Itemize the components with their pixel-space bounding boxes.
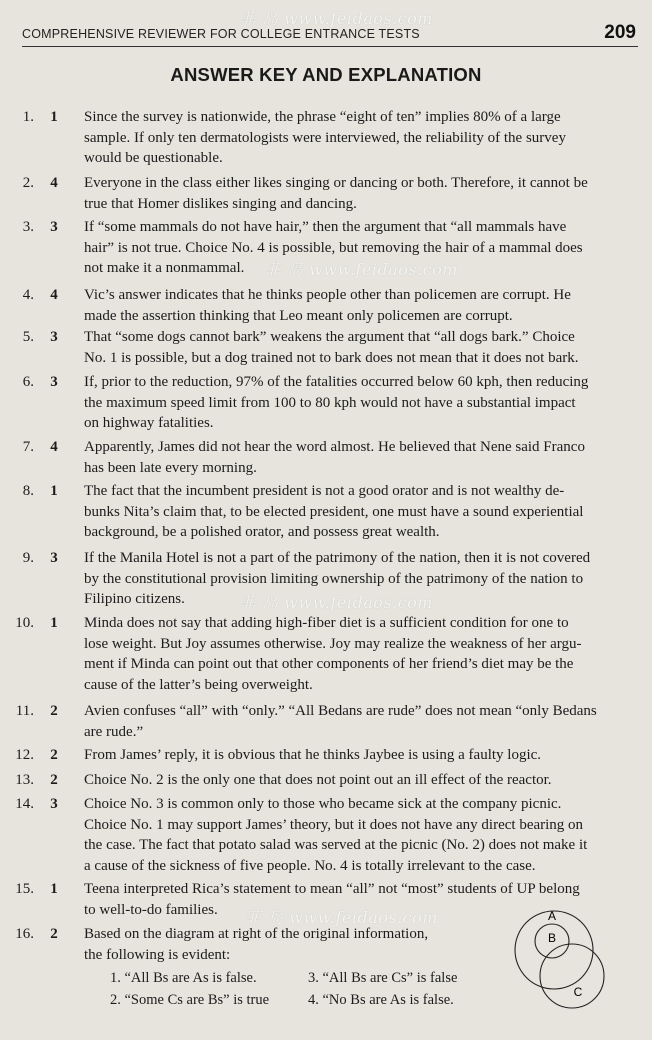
- item-number: 3.: [22, 219, 34, 235]
- page-title: ANSWER KEY AND EXPLANATION: [170, 64, 482, 85]
- item-number: 5.: [22, 329, 34, 345]
- item-explanation: [84, 794, 636, 876]
- explanation-line: Apparently, James did not hear the word almost. He believed that Nene said Franco: [84, 439, 585, 455]
- item-answer: 4: [50, 439, 58, 455]
- item-explanation: [84, 613, 636, 695]
- item-answer: 3: [50, 219, 58, 235]
- watermark: 菲 岛 www.feidaos.com: [245, 908, 438, 927]
- explanation-line: ment if Minda can point out that other components of her friend’s diet may be the: [84, 656, 574, 672]
- item-number: 12.: [15, 747, 34, 763]
- explanation-line: The fact that the incumbent president is not a good orator and is not wealthy de-: [84, 483, 565, 499]
- item-explanation: [84, 285, 636, 326]
- explanation-line: made the assertion thinking that Leo meant only policemen are corrupt.: [84, 307, 513, 324]
- item-number: 6.: [22, 374, 34, 390]
- explanation-line: Based on the diagram at right of the original information,: [84, 926, 429, 942]
- explanation-line: background, be a polished orator, and possess great wealth.: [84, 524, 440, 540]
- explanation-line: the following is evident:: [84, 946, 231, 963]
- venn-circle-c: [540, 944, 604, 1008]
- choice-item: 4. “No Bs are As is false.: [308, 992, 454, 1008]
- watermark: 菲 岛 www.feidaos.com: [240, 9, 433, 28]
- item-answer: 2: [50, 926, 58, 942]
- explanation-line: No. 1 is possible, but a dog trained not to bark does not mean that it does not bark.: [84, 349, 579, 366]
- explanation-line: bunks Nita’s claim that, to be elected president, one must have a sound experiential: [84, 503, 584, 520]
- header-title: COMPREHENSIVE REVIEWER FOR COLLEGE ENTRANCE TESTS: [22, 27, 420, 41]
- item-explanation: [84, 173, 636, 214]
- venn-label-c: C: [573, 985, 583, 999]
- item-explanation: [84, 770, 636, 791]
- explanation-line: has been late every morning.: [84, 459, 257, 476]
- item-number: 7.: [22, 439, 34, 455]
- item-number: 4.: [22, 287, 34, 303]
- item-answer: 2: [50, 703, 58, 719]
- explanation-line: lose weight. But Joy assumes otherwise. Joy may realize the weakness of her argu-: [84, 635, 582, 652]
- item-number: 2.: [22, 175, 34, 191]
- item-number: 9.: [22, 550, 34, 566]
- explanation-line: Minda does not say that adding high-fiber diet is a sufficient condition for one to: [84, 615, 569, 631]
- item-number: 1.: [22, 109, 34, 125]
- item-answer: 2: [50, 747, 58, 763]
- explanation-line: Choice No. 2 is the only one that does not point out an ill effect of the reactor.: [84, 772, 552, 788]
- item-number: 14.: [15, 796, 34, 812]
- item-explanation: [84, 701, 636, 742]
- explanation-line: are rude.”: [84, 723, 144, 740]
- item-answer: 1: [50, 109, 58, 125]
- venn-label-b: B: [547, 931, 557, 945]
- item-answer: 4: [50, 287, 58, 303]
- item-explanation: [84, 437, 636, 478]
- explanation-line: If the Manila Hotel is not a part of the patrimony of the nation, then it is not covered: [84, 550, 591, 566]
- explanation-line: cause of the latter’s being overweight.: [84, 676, 313, 693]
- item-explanation: [84, 745, 636, 766]
- explanation-line: Everyone in the class either likes singing or dancing or both. Therefore, it cannot be: [84, 175, 588, 191]
- item-answer: 4: [50, 175, 58, 191]
- choice-item: 1. “All Bs are As is false.: [110, 970, 257, 986]
- item-number: 15.: [15, 881, 34, 897]
- explanation-line: would be questionable.: [84, 150, 223, 166]
- explanation-line: From James’ reply, it is obvious that he thinks Jaybee is using a faulty logic.: [84, 747, 542, 763]
- explanation-line: sample. If only ten dermatologists were interviewed, the reliability of the survey: [84, 129, 566, 146]
- explanation-line: the maximum speed limit from 100 to 80 kph would not have a substantial impact: [84, 394, 576, 411]
- explanation-line: the case. The fact that potato salad was served at the picnic (No. 2) does not make it: [84, 837, 588, 853]
- item-answer: 3: [50, 329, 58, 345]
- venn-diagram: [512, 910, 612, 1010]
- item-number: 16.: [15, 926, 34, 942]
- item-explanation: [84, 372, 636, 434]
- item-explanation: [84, 327, 636, 368]
- watermark: 菲 岛 www.feidaos.com: [265, 260, 458, 279]
- choice-row: [110, 989, 457, 1011]
- explanation-line: If “some mammals do not have hair,” then the argument that “all mammals have: [84, 219, 567, 235]
- item-answer: 3: [50, 550, 58, 566]
- explanation-line: not make it a nonmammal.: [84, 260, 245, 276]
- choice-item: 3. “All Bs are Cs” is false: [308, 970, 458, 986]
- page-number: 209: [604, 22, 636, 43]
- item-answer: 2: [50, 772, 58, 788]
- explanation-line: Since the survey is nationwide, the phrase “eight of ten” implies 80% of a large: [84, 109, 561, 125]
- item-answer: 1: [50, 615, 58, 631]
- item-number: 10.: [15, 615, 34, 631]
- item-answer: 3: [50, 796, 58, 812]
- item-number: 8.: [22, 483, 34, 499]
- explanation-line: Choice No. 1 may support James’ theory, but it does not have any direct bearing on: [84, 816, 584, 833]
- item-explanation: [84, 481, 636, 543]
- item-answer: 1: [50, 483, 58, 499]
- watermark: 菲 岛 www.feidaos.com: [240, 593, 433, 612]
- choice-item: 2. “Some Cs are Bs” is true: [110, 992, 270, 1008]
- explanation-line: That “some dogs cannot bark” weakens the argument that “all dogs bark.” Choice: [84, 329, 575, 345]
- explanation-line: Avien confuses “all” with “only.” “All Bedans are rude” does not mean “only Bedans: [84, 703, 597, 719]
- venn-label-a: A: [547, 910, 557, 923]
- explanation-line: Teena interpreted Rica’s statement to mean “all” not “most” students of UP belong: [84, 881, 580, 897]
- explanation-line: hair” is not true. Choice No. 4 is possible, but removing the hair of a mammal does: [84, 239, 583, 256]
- item-answer: 3: [50, 374, 58, 390]
- item-explanation: [84, 107, 636, 169]
- explanation-line: to well-to-do families.: [84, 901, 218, 918]
- explanation-line: by the constitutional provision limiting ownership of the patrimony of the nation to: [84, 570, 584, 587]
- explanation-line: Vic’s answer indicates that he thinks people other than policemen are corrupt. He: [84, 287, 571, 303]
- explanation-line: Filipino citizens.: [84, 591, 185, 607]
- explanation-line: Choice No. 3 is common only to those who became sick at the company picnic.: [84, 796, 562, 812]
- explanation-line: on highway fatalities.: [84, 415, 214, 431]
- explanation-line: true that Homer dislikes singing and dancing.: [84, 195, 357, 212]
- explanation-line: a cause of the sickness of five people. No. 4 is totally irrelevant to the case.: [84, 857, 536, 874]
- choice-list: [110, 967, 457, 1011]
- item-number: 11.: [15, 703, 34, 719]
- item-number: 13.: [15, 772, 34, 788]
- choice-row: [110, 967, 457, 989]
- running-header: [22, 24, 638, 47]
- explanation-line: If, prior to the reduction, 97% of the fatalities occurred below 60 kph, then reducing: [84, 374, 589, 390]
- item-answer: 1: [50, 881, 58, 897]
